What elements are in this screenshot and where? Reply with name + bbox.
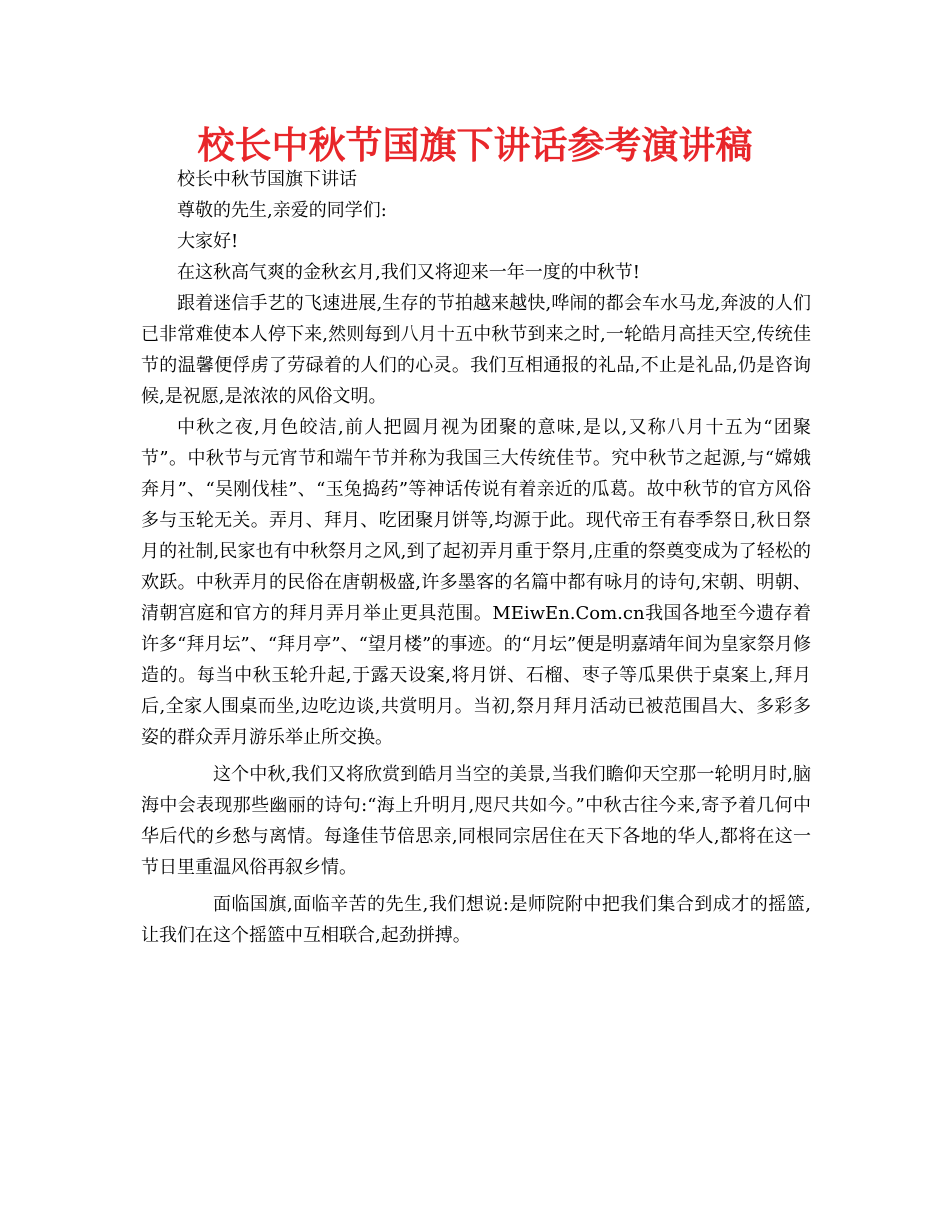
paragraph-greeting: 大家好! — [177, 231, 239, 252]
paragraph-salutation: 尊敬的先生,亲爱的同学们: — [177, 200, 387, 221]
paragraph-subtitle: 校长中秋节国旗下讲话 — [177, 169, 357, 190]
paragraph-body-3: 这个中秋,我们又将欣赏到皓月当空的美景,当我们瞻仰天空那一轮明月时,脑海中会表现那些幽丽的诗句:“海上升明月,咫尺共如今。”中秋古往今来,寄予着几何中华后代的乡愁与离情。每逢佳节倍思亲,同根同宗居住在天下各地的华人,都将在这一节日里重温风俗再叙乡情。 — [141, 764, 811, 878]
paragraph-body-1: 跟着迷信手艺的飞速进展,生存的节拍越来越快,哗闹的都会车水马龙,奔波的人们已非常难使本人停下来,然则每到八月十五中秋节到来之时,一轮皓月高挂天空,传统佳节的温馨便俘虏了劳碌着的人们的心灵。我们互相通报的礼品,不止是礼品,仍是咨询候,是祝愿,是浓浓的风俗文明。 — [141, 293, 811, 407]
document-title: 校长中秋节国旗下讲话参考演讲稿 — [197, 124, 753, 167]
document-body — [141, 164, 811, 951]
paragraph-body-2: 中秋之夜,月色皎洁,前人把圆月视为团聚的意味,是以,又称八月十五为“团聚节”。中秋节与元宵节和端午节并称为我国三大传统佳节。究中秋节之起源,与“嫦娥奔月”、“吴刚伐桂”、“玉兔捣药”等神话传说有着亲近的瓜葛。故中秋节的官方风俗多与玉轮无关。弄月、拜月、吃团聚月饼等,均源于此。现代帝王有春季祭日,秋日祭月的社制,民家也有中秋祭月之风,到了起初弄月重于祭月,庄重的祭奠变成为了轻松的欢跃。中秋弄月的民俗在唐朝极盛,许多墨客的名篇中都有咏月的诗句,宋朝、明朝、清朝宫庭和官方的拜月弄月举止更具范围。MEiwEn.Com.cn我国各地至今遗存着许多“拜月坛”、“拜月亭”、“望月楼”的事迹。的“月坛”便是明嘉靖年间为皇家祭月修造的。每当中秋玉轮升起,于露天设案,将月饼、石榴、枣子等瓜果供于桌案上,拜月后,全家人围桌而坐,边吃边谈,共赏明月。当初,祭月拜月活动已被范围昌大、多彩多姿的群众弄月游乐举止所交换。 — [141, 417, 811, 748]
paragraph-closing: 面临国旗,面临辛苦的先生,我们想说:是师院附中把我们集合到成才的摇篮,让我们在这个摇篮中互相联合,起劲拼搏。 — [141, 894, 811, 946]
paragraph-opening: 在这秋高气爽的金秋玄月,我们又将迎来一年一度的中秋节! — [177, 262, 640, 283]
